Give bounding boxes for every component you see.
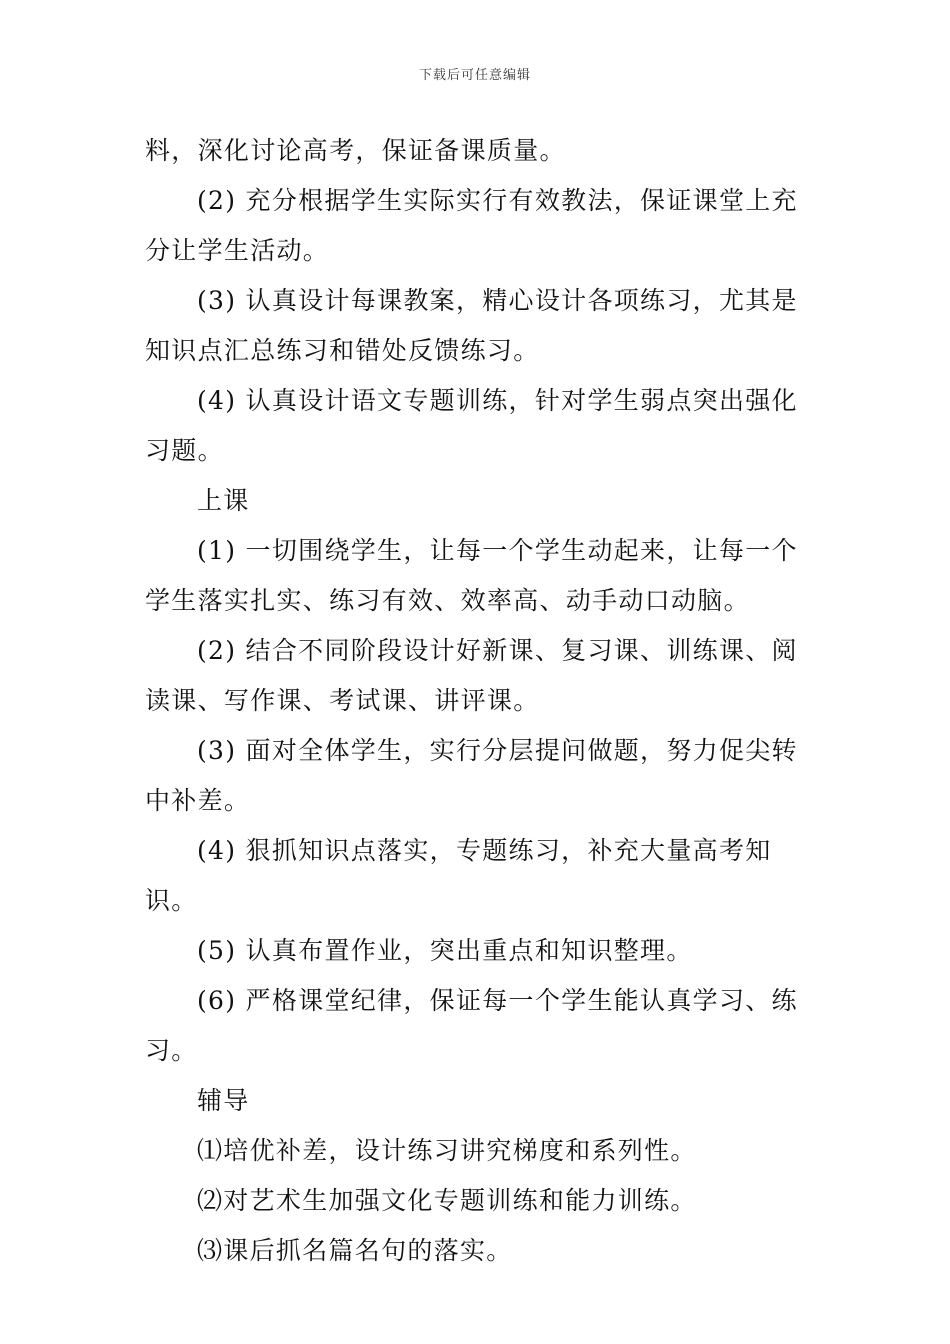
- paragraph-class-item-2: (2) 结合不同阶段设计好新课、复习课、训练课、阅读课、写作课、考试课、讲评课。: [145, 636, 798, 715]
- paragraph-prep-item-4: (4) 认真设计语文专题训练，针对学生弱点突出强化习题。: [145, 386, 798, 465]
- paragraph-class-item-4: (4) 狠抓知识点落实，专题练习，补充大量高考知识。: [145, 836, 772, 915]
- paragraph-class-item-5: (5) 认真布置作业，突出重点和知识整理。: [197, 936, 693, 965]
- paragraph-tutoring-item-3: ⑶课后抓名篇名句的落实。: [197, 1236, 513, 1265]
- paragraph-tutoring-item-1: ⑴培优补差，设计练习讲究梯度和系列性。: [197, 1136, 697, 1165]
- paragraph-tutoring-item-2: ⑵对艺术生加强文化专题训练和能力训练。: [197, 1186, 697, 1215]
- page-header: 下载后可任意编辑: [418, 68, 531, 83]
- paragraph-prep-item-2: (2) 充分根据学生实际实行有效教法，保证课堂上充分让学生活动。: [145, 186, 798, 265]
- document-body: [145, 126, 810, 1276]
- paragraph-class-item-6: (6) 严格课堂纪律，保证每一个学生能认真学习、练习。: [145, 986, 798, 1065]
- section-heading-tutoring: 辅导: [197, 1086, 250, 1115]
- paragraph-continuation: 料，深化讨论高考，保证备课质量。: [145, 136, 566, 165]
- paragraph-class-item-3: (3) 面对全体学生，实行分层提问做题，努力促尖转中补差。: [145, 736, 798, 815]
- paragraph-prep-item-3: (3) 认真设计每课教案，精心设计各项练习，尤其是知识点汇总练习和错处反馈练习。: [145, 286, 798, 365]
- section-heading-class: 上课: [197, 486, 250, 515]
- paragraph-class-item-1: (1) 一切围绕学生，让每一个学生动起来，让每一个学生落实扎实、练习有效、效率高、动手动口动脑。: [145, 536, 798, 615]
